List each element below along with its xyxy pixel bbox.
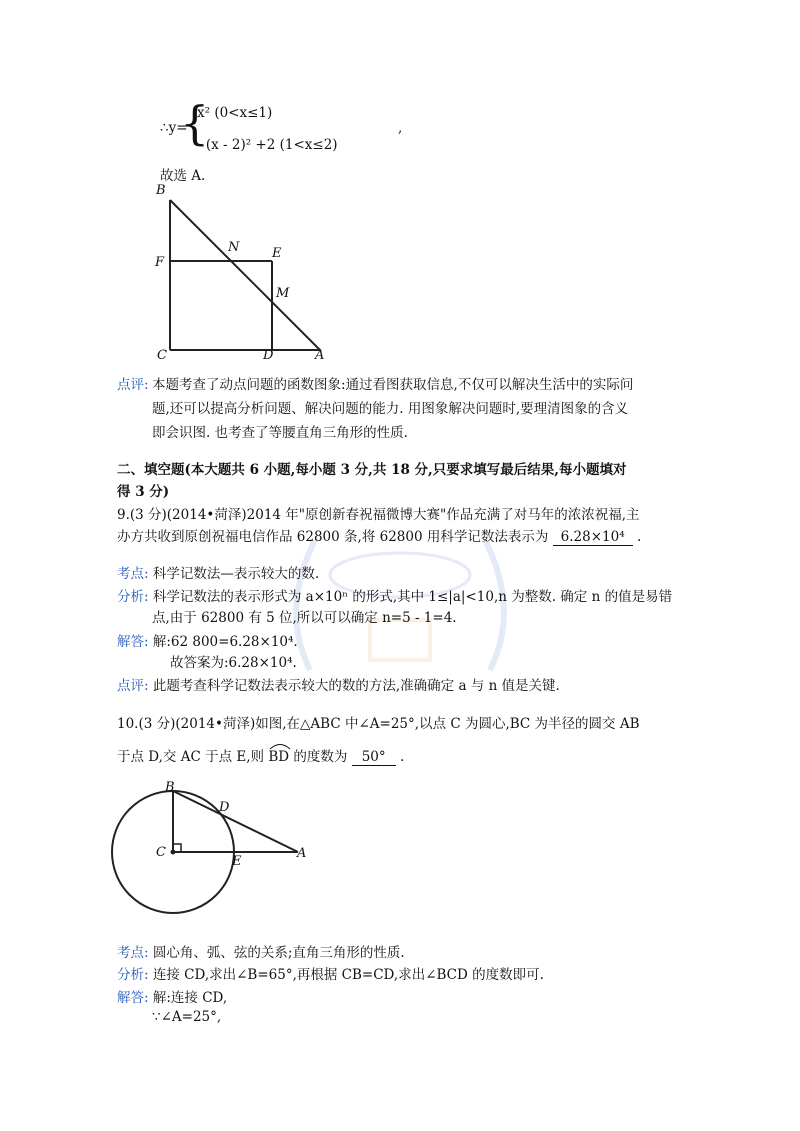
q10-kaodian: [117, 941, 405, 961]
review-label: 点评:: [117, 377, 149, 393]
fig1-label-c: C: [157, 348, 167, 363]
fig1-label-b: B: [156, 183, 166, 198]
fenxi-label: 分析:: [117, 589, 149, 605]
fig2-label-c: C: [156, 845, 166, 860]
q10-line-1: 10.(3 分)(2014•菏泽)如图,在△ABC 中∠A=25°,以点 C 为圆心,BC 为半径的圆交 AB: [117, 716, 640, 732]
fig1-label-f: F: [155, 255, 165, 270]
review-line-2: 题,还可以提高分析问题、解决问题的能力. 用图象解决问题时,要理清图象的含义: [152, 401, 629, 417]
fig1-label-n: N: [228, 240, 240, 255]
kaodian-label: 考点:: [117, 566, 149, 582]
q10-jieda: [117, 986, 227, 1006]
fig1-label-a: A: [315, 348, 325, 363]
q9-line-1: 9.(3 分)(2014•菏泽)2014 年"原创新春祝福微博大赛"作品充满了对马年的浓浓祝福,主: [117, 507, 640, 523]
arc-symbol-icon: [268, 742, 292, 750]
dianping-label: 点评:: [117, 678, 149, 694]
left-brace: {: [180, 96, 210, 150]
piecewise-row-2: - (x - 2)² +2 (1<x≤2): [197, 137, 338, 153]
fenxi-label: 分析:: [117, 967, 149, 983]
fig1-label-e: E: [272, 246, 282, 261]
q9-line-2: [117, 525, 641, 546]
q10-jieda-line-2: ∵∠A=25°,: [152, 1009, 222, 1025]
kaodian-text: 科学记数法—表示较大的数.: [152, 566, 320, 582]
piecewise-tail: ,: [398, 120, 403, 136]
q10-line-2-end: .: [399, 749, 405, 765]
section-heading-line-2: 得 3 分): [117, 484, 170, 500]
fig2-label-d: D: [219, 800, 230, 815]
choose-answer: 故选 A.: [160, 168, 206, 184]
q9-answer-blank: 6.28×10⁴: [553, 529, 633, 546]
jieda-label: 解答:: [117, 990, 149, 1006]
figure-rectangle-triangle: [150, 185, 340, 365]
q9-fenxi-line-2: 点,由于 62800 有 5 位,所以可以确定 n=5 - 1=4.: [152, 610, 457, 626]
q9-line-2-text: 办方共收到原创祝福电信作品 62800 条,将 62800 用科学记数法表示为: [117, 529, 549, 545]
jieda-label: 解答:: [117, 634, 149, 650]
q10-line-2: [117, 745, 404, 766]
fig1-label-m: M: [276, 286, 290, 301]
figure-circle-triangle: [110, 775, 320, 915]
q10-line-2-text: 于点 D,交 AC 于点 E,则: [117, 749, 265, 765]
q10-line-2-mid: 的度数为: [293, 749, 348, 765]
q9-dianping: [117, 674, 560, 694]
piecewise-row-1: x² (0<x≤1): [197, 105, 273, 121]
q9-jieda-line-2: 故答案为:6.28×10⁴.: [170, 655, 297, 671]
q10-answer-blank: 50°: [352, 749, 396, 766]
jieda-text-1: 解:连接 CD,: [152, 990, 228, 1006]
q9-line-2-end: .: [636, 529, 642, 545]
review-line-1: 本题考查了动点问题的函数图象:通过看图获取信息,不仅可以解决生活中的实际问: [152, 377, 634, 393]
arc-bd: [268, 749, 289, 765]
dianping-text: 此题考查科学记数法表示较大的数的方法,准确确定 a 与 n 值是关键.: [152, 678, 560, 694]
fig2-label-b: B: [165, 780, 175, 795]
section-heading-line-1: 二、填空题(本大题共 6 小题,每小题 3 分,共 18 分,只要求填写最后结果,每小题填对: [117, 462, 627, 478]
fig2-label-a: A: [297, 846, 307, 861]
kaodian-text: 圆心角、弧、弦的关系;直角三角形的性质.: [152, 945, 405, 961]
arc-label: BD: [268, 749, 290, 765]
jieda-text-1: 解:62 800=6.28×10⁴.: [152, 634, 298, 650]
q10-fenxi: [117, 963, 544, 983]
piecewise-lhs: ∴y=: [160, 120, 188, 136]
fenxi-text: 连接 CD,求出∠B=65°,再根据 CB=CD,求出∠BCD 的度数即可.: [152, 967, 544, 983]
kaodian-label: 考点:: [117, 945, 149, 961]
review-line-3: 即会识图. 也考查了等腰直角三角形的性质.: [152, 425, 408, 441]
fig1-label-d: D: [263, 348, 274, 363]
q9-kaodian: [117, 562, 319, 582]
fenxi-text-1: 科学记数法的表示形式为 a×10ⁿ 的形式,其中 1≤|a|<10,n 为整数. 确定 n 的值是易错: [152, 589, 673, 605]
q9-jieda: [117, 630, 298, 650]
q9-fenxi: [117, 585, 672, 605]
fig2-label-e: E: [232, 854, 242, 869]
